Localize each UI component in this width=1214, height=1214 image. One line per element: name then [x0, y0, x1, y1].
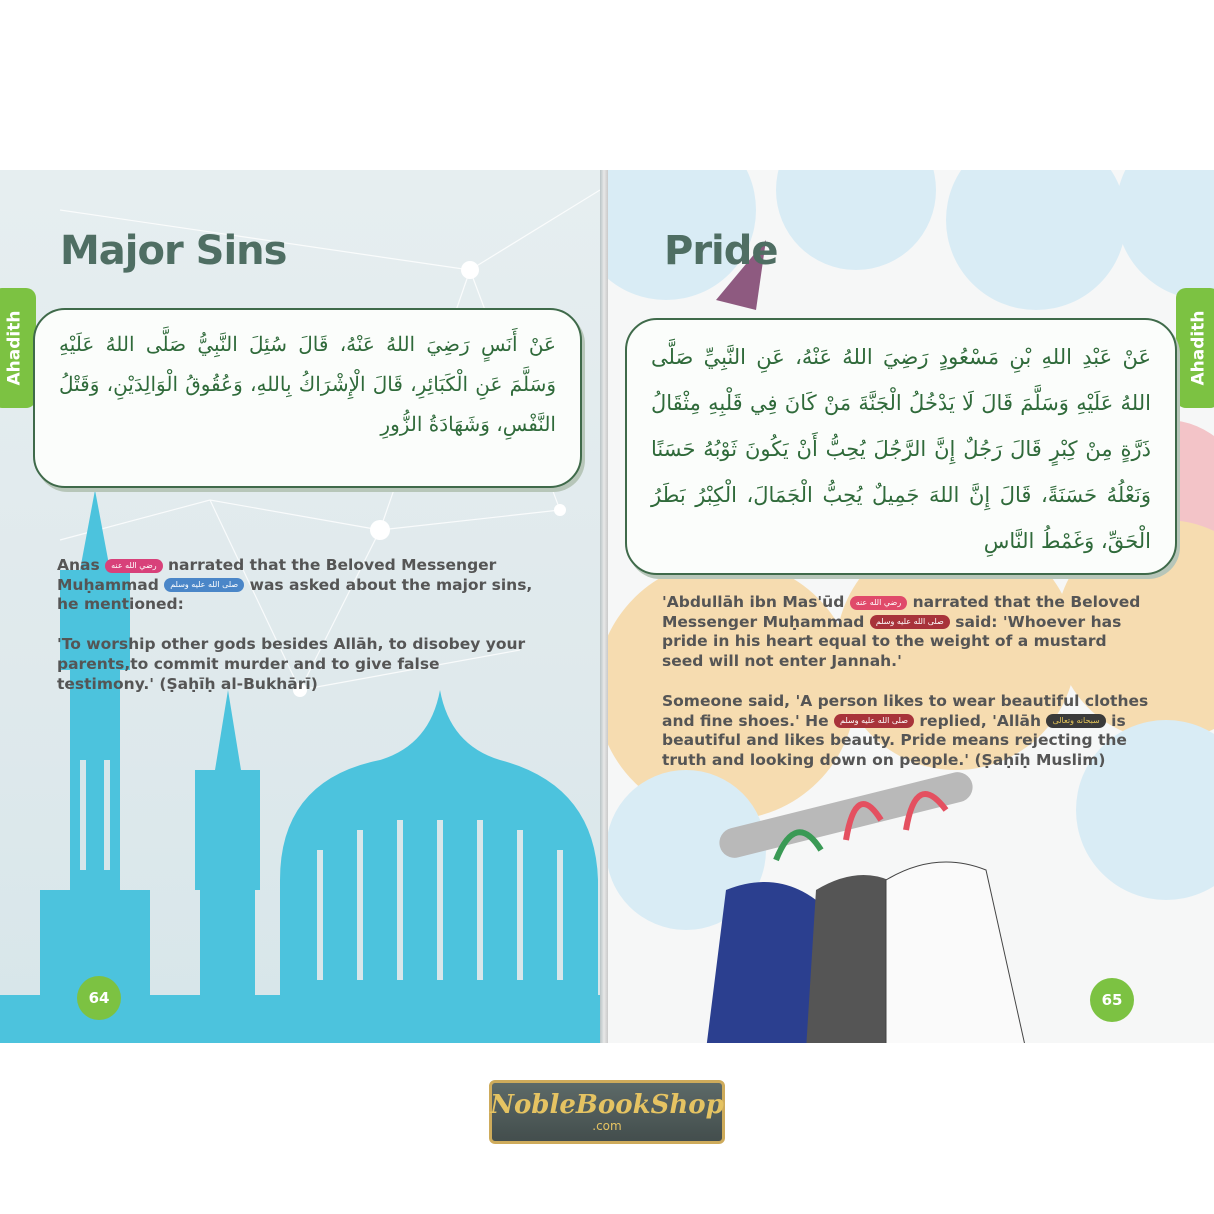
tab-label: Ahadith [4, 310, 24, 386]
text: is beautiful and likes beauty. Pride means rejecting the truth and looking down on people.' (Ṣaḥīḥ Muslim) [662, 711, 1127, 769]
hadith-translation [57, 556, 537, 694]
page-title: Pride [664, 228, 778, 274]
page-title: Major Sins [60, 228, 287, 274]
badge-radiallahu-anhu: رضي الله عنه [105, 559, 162, 573]
arabic-hadith-box [625, 318, 1177, 575]
page-number: 65 [1090, 978, 1134, 1022]
hadith-quote: 'To worship other gods besides Allāh, to disobey your parents,to commit murder and to give false testimony.' (Ṣaḥīḥ al-Bukhārī) [57, 635, 526, 693]
text: was asked about the major sins, he mentioned: [57, 575, 533, 614]
watermark-text: NobleBookShop [490, 1090, 724, 1120]
section-tab-ahadith [1176, 288, 1214, 408]
watermark-logo [489, 1080, 725, 1144]
badge-salallahu-alayhi-wasallam: صلى الله عليه وسلم [870, 615, 950, 629]
page-number: 64 [77, 976, 121, 1020]
text: said: 'Whoever has pride in his heart equal to the weight of a mustard seed will not enter Jannah.' [662, 612, 1122, 671]
text: 'Abdullāh ibn Mas'ūd [662, 593, 845, 611]
watermark-suffix: .com [592, 1119, 622, 1133]
arabic-text: عَنْ عَبْدِ اللهِ بْنِ مَسْعُودٍ رَضِيَ اللهُ عَنْهُ، عَنِ النَّبِيِّ صَلَّى اللهُ عَلَيْهِ وَسَلَّمَ قَالَ لَا يَدْخُلُ الْجَنَّةَ مَنْ كَانَ فِي قَلْبِهِ مِثْقَالُ ذَرَّةٍ مِنْ كِبْرٍ قَالَ رَجُلٌ إِنَّ الرَّجُلَ يُحِبُّ أَنْ يَكُونَ ثَوْبُهُ حَسَنًا وَنَعْلُهُ حَسَنَةً، قَالَ إِنَّ اللهَ جَمِيلٌ يُحِبُّ الْجَمَالَ، الْكِبْرُ بَطَرُ الْحَقِّ، وَغَمْطُ النَّاسِ [651, 345, 1151, 553]
text: replied, 'Allāh [919, 711, 1042, 730]
arabic-text: عَنْ أَنَسٍ رَضِيَ اللهُ عَنْهُ، قَالَ سُئِلَ النَّبِيُّ صَلَّى اللهُ عَلَيْهِ وَسَلَّمَ عَنِ الْكَبَائِرِ، قَالَ الْإِشْرَاكُ بِاللهِ، وَعُقُوقُ الْوَالِدَيْنِ، وَقَتْلُ النَّفْسِ، وَشَهَادَةُ الزُّورِ [59, 332, 556, 436]
text: Someone said, 'A person likes to wear beautiful clothes and fine shoes.' He [662, 691, 1149, 730]
badge-radiallahu-anhu: رضي الله عنه [850, 596, 907, 610]
section-tab-ahadith [0, 288, 36, 408]
text: Anas [57, 556, 100, 574]
tab-label: Ahadith [1188, 310, 1208, 386]
hadith-second-paragraph [662, 692, 1152, 771]
badge-salallahu-alayhi-wasallam: صلى الله عليه وسلم [164, 578, 244, 592]
right-page [606, 170, 1214, 1043]
left-page [0, 170, 604, 1043]
book-spine [600, 170, 608, 1043]
arabic-hadith-box [33, 308, 582, 488]
text: narrated that the Beloved Messenger Muḥammad [662, 593, 1141, 631]
badge-salallahu-alayhi-wasallam: صلى الله عليه وسلم [834, 714, 914, 728]
badge-subhanahu-wa-taala: سبحانه وتعالى [1046, 714, 1105, 728]
hadith-translation [662, 593, 1152, 771]
text: narrated that the Beloved Messenger Muḥammad [57, 556, 497, 594]
